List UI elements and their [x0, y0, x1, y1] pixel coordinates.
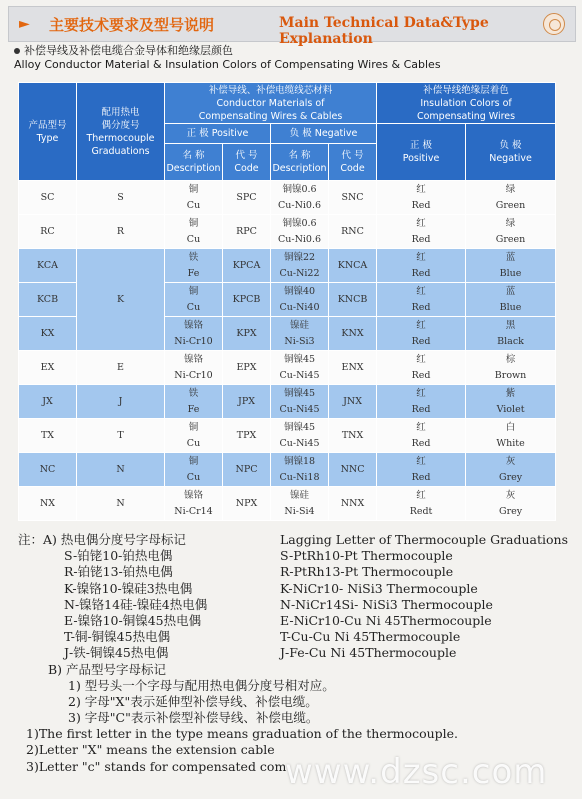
cell-graduation: E: [77, 351, 165, 385]
table-row: [19, 487, 556, 521]
cell-negative-code: KNCA: [329, 249, 377, 283]
note-line: N-镍铬14硅-镍硅4热电偶 N-NiCr14Si- NiSi3 Thermocouple: [64, 596, 493, 612]
cell-type: NX: [19, 487, 77, 521]
cell-positive-name: 铁 Fe: [165, 385, 223, 419]
cell-negative-name: 铜镍40 Cu-Ni40: [271, 283, 329, 317]
cell-negative-code: KNX: [329, 317, 377, 351]
cell-negative-name: 铜镍22 Cu-Ni22: [271, 249, 329, 283]
header-pos-name: 名 称 Description: [165, 144, 223, 181]
note-line: B) 产品型号字母标记: [48, 661, 167, 677]
section-title-en: Alloy Conductor Material & Insulation Colors of Compensating Wires & Cables: [14, 58, 441, 71]
cell-insulation-negative: 灰 Grey: [466, 453, 556, 487]
cell-type: JX: [19, 385, 77, 419]
cell-graduation: N: [77, 487, 165, 521]
cell-insulation-negative: 绿 Green: [466, 215, 556, 249]
watermark: www.dzsc.com: [285, 752, 548, 792]
note-line: J-铁-铜镍45热电偶 J-Fe-Cu Ni 45Thermocouple: [64, 645, 457, 661]
cell-type: SC: [19, 181, 77, 215]
cell-graduation: R: [77, 215, 165, 249]
cell-positive-code: JPX: [223, 385, 271, 419]
note-line: 1)The first letter in the type means graduation of the thermocouple.: [26, 726, 459, 742]
cell-insulation-negative: 灰 Grey: [466, 487, 556, 521]
cell-insulation-negative: 白 White: [466, 419, 556, 453]
note-line: 3) 字母"C"表示补偿型补偿导线、补偿电缆。: [68, 710, 319, 726]
cell-positive-name: 镍铬 Ni-Cr10: [165, 351, 223, 385]
header-title-cn: 主要技术要求及型号说明: [49, 16, 215, 34]
table-row: [19, 419, 556, 453]
cell-type: NC: [19, 453, 77, 487]
cell-negative-name: 铜镍45 Cu-Ni45: [271, 351, 329, 385]
cell-graduation: T: [77, 419, 165, 453]
cell-negative-name: 镍硅 Ni-Si4: [271, 487, 329, 521]
cell-negative-name: 铜镍45 Cu-Ni45: [271, 419, 329, 453]
note-line: 2)Letter "X" means the extension cable: [26, 742, 275, 758]
cell-insulation-positive: 红 Red: [377, 419, 466, 453]
cell-positive-code: RPC: [223, 215, 271, 249]
cell-negative-code: ENX: [329, 351, 377, 385]
cell-insulation-positive: 红 Red: [377, 453, 466, 487]
cell-positive-code: KPX: [223, 317, 271, 351]
header-negative: 负 极 Negative: [271, 124, 377, 144]
cell-insulation-negative: 黑 Black: [466, 317, 556, 351]
header-ins-positive: 正 极 Positive: [377, 124, 466, 181]
cell-negative-name: 铜镍45 Cu-Ni45: [271, 385, 329, 419]
note-line: 3)Letter "c" stands for compensated com: [26, 758, 287, 774]
cell-type: KCA: [19, 249, 77, 283]
cell-insulation-positive: 红 Red: [377, 385, 466, 419]
table-row: [19, 215, 556, 249]
cell-insulation-positive: 红 Red: [377, 283, 466, 317]
compensating-wire-table: [18, 82, 556, 521]
cell-type: RC: [19, 215, 77, 249]
cell-negative-name: 铜镍18 Cu-Ni18: [271, 453, 329, 487]
note-line: 注：A) 热电偶分度号字母标记 Lagging Letter of Thermocouple Graduations: [18, 532, 569, 547]
cell-negative-code: SNC: [329, 181, 377, 215]
header-title-en: Main Technical Data&Type Explanation: [279, 15, 489, 47]
cell-type: KCB: [19, 283, 77, 317]
cell-negative-name: 镍硅 Ni-Si3: [271, 317, 329, 351]
header-neg-code: 代 号 Code: [329, 144, 377, 181]
cell-type: TX: [19, 419, 77, 453]
cell-negative-code: RNC: [329, 215, 377, 249]
circle-logo-icon: [543, 13, 565, 35]
cell-insulation-negative: 棕 Brown: [466, 351, 556, 385]
cell-insulation-positive: 红 Red: [377, 317, 466, 351]
cell-type: KX: [19, 317, 77, 351]
header-pos-code: 代 号 Code: [223, 144, 271, 181]
note-line: 1) 型号头一个字母与配用热电偶分度号相对应。: [68, 677, 335, 693]
header-insulation: 补偿导线绝缘层着色 Insulation Colors of Compensating Wires: [377, 83, 556, 124]
cell-positive-name: 镍铬 Ni-Cr14: [165, 487, 223, 521]
cell-insulation-positive: 红 Red: [377, 181, 466, 215]
cell-positive-name: 铜 Cu: [165, 181, 223, 215]
note-line: T-铜-铜镍45热电偶 T-Cu-Cu Ni 45Thermocouple: [64, 629, 461, 645]
cell-positive-code: KPCA: [223, 249, 271, 283]
cell-graduation: S: [77, 181, 165, 215]
cell-insulation-negative: 蓝 Blue: [466, 283, 556, 317]
notes: [18, 532, 574, 775]
cell-graduation: K: [77, 249, 165, 351]
cell-positive-name: 镍铬 Ni-Cr10: [165, 317, 223, 351]
page-header: [8, 6, 576, 47]
note-line: E-镍铬10-铜镍45热电偶 E-NiCr10-Cu Ni 45Thermocouple: [64, 612, 492, 628]
table-row: [19, 249, 556, 283]
cell-positive-name: 铜 Cu: [165, 215, 223, 249]
header-ins-negative: 负 极 Negative: [466, 124, 556, 181]
cell-type: EX: [19, 351, 77, 385]
cell-positive-code: NPX: [223, 487, 271, 521]
cell-insulation-positive: 红 Red: [377, 215, 466, 249]
table-row: [19, 351, 556, 385]
header-positive: 正 极 Positive: [165, 124, 271, 144]
note-line: R-铂铑13-铂热电偶 R-PtRh13-Pt Thermocouple: [64, 564, 454, 580]
cell-graduation: J: [77, 385, 165, 419]
table-row: [19, 453, 556, 487]
cell-graduation: N: [77, 453, 165, 487]
cell-negative-name: 铜镍0.6 Cu-Ni0.6: [271, 215, 329, 249]
header-conductor: 补偿导线、补偿电缆线芯材料 Conductor Materials of Compensating Wires & Cables: [165, 83, 377, 124]
cell-insulation-positive: 红 Red: [377, 351, 466, 385]
cell-positive-code: KPCB: [223, 283, 271, 317]
cell-insulation-negative: 绿 Green: [466, 181, 556, 215]
note-line: K-镍铬10-镍硅3热电偶 K-NiCr10- NiSi3 Thermocouple: [64, 580, 478, 596]
cell-insulation-negative: 紫 Violet: [466, 385, 556, 419]
cell-positive-code: EPX: [223, 351, 271, 385]
bullet-icon: [14, 48, 20, 54]
cell-negative-name: 铜镍0.6 Cu-Ni0.6: [271, 181, 329, 215]
section-title-cn: 补偿导线及补偿电缆合金导体和绝缘层颜色: [24, 44, 233, 57]
cell-positive-code: NPC: [223, 453, 271, 487]
cell-positive-name: 铜 Cu: [165, 283, 223, 317]
arrow-icon: ►: [19, 16, 30, 32]
cell-positive-code: TPX: [223, 419, 271, 453]
note-line: S-铂铑10-铂热电偶 S-PtRh10-Pt Thermocouple: [64, 548, 453, 564]
cell-positive-name: 铜 Cu: [165, 453, 223, 487]
note-line: 2) 字母"X"表示延伸型补偿导线、补偿电缆。: [68, 693, 318, 709]
header-graduation: 配用热电 偶分度号 Thermocouple Graduations: [77, 83, 165, 181]
cell-negative-code: KNCB: [329, 283, 377, 317]
cell-negative-code: NNX: [329, 487, 377, 521]
cell-negative-code: JNX: [329, 385, 377, 419]
cell-positive-name: 铁 Fe: [165, 249, 223, 283]
cell-insulation-positive: 红 Redt: [377, 487, 466, 521]
cell-positive-code: SPC: [223, 181, 271, 215]
section-title: [14, 44, 441, 72]
table-row: [19, 181, 556, 215]
cell-insulation-positive: 红 Red: [377, 249, 466, 283]
cell-negative-code: TNX: [329, 419, 377, 453]
header-neg-name: 名 称 Description: [271, 144, 329, 181]
cell-negative-code: NNC: [329, 453, 377, 487]
table-row: [19, 385, 556, 419]
cell-insulation-negative: 蓝 Blue: [466, 249, 556, 283]
header-type: 产品型号 Type: [19, 83, 77, 181]
cell-positive-name: 铜 Cu: [165, 419, 223, 453]
